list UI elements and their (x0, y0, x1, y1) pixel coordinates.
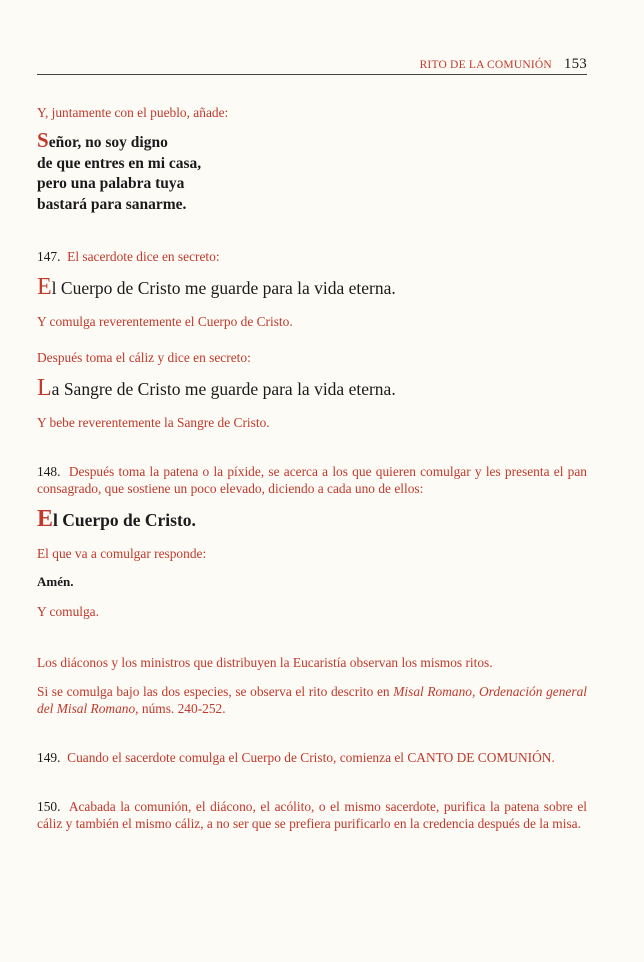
text-sangre-guarde: La Sangre de Cristo me guarde para la vida eterna. (37, 375, 396, 401)
rubric-responde: El que va a comulgar responde: (37, 546, 207, 561)
header-rule (37, 74, 587, 75)
section-number: 147. (37, 249, 61, 264)
prayer-line-2: de que entres en mi casa, (37, 154, 202, 172)
text-cuerpo-guarde: El Cuerpo de Cristo me guarde para la vida eterna. (37, 274, 396, 300)
prayer-line-4: bastará para sanarme. (37, 195, 187, 213)
section-number: 148. (37, 464, 61, 479)
running-header (37, 56, 587, 73)
dropcap: L (37, 375, 52, 401)
prayer-senor (37, 130, 587, 215)
rubric-comulga-cuerpo: Y comulga reverentemente el Cuerpo de Cristo. (37, 314, 293, 329)
dropcap: E (37, 506, 54, 532)
section-number: 150. (37, 799, 61, 814)
dropcap: E (37, 274, 52, 300)
prayer-line-1: Señor, no soy digno (37, 128, 168, 152)
section-148: 148. Después toma la patena o la píxide, se acerca a los que quieren comulgar y les presenta el pan consagrado, que sostiene un poco elevado, diciendo a cada uno de ellos: (37, 464, 587, 496)
prayer-line-3: pero una palabra tuya (37, 175, 185, 192)
page-number: 153 (563, 56, 587, 72)
rubric-diaconos: Los diáconos y los ministros que distribuyen la Eucaristía observan los mismos ritos. (37, 655, 493, 670)
rubric-comulga: Y comulga. (37, 604, 99, 619)
section-149: 149. Cuando el sacerdote comulga el Cuerpo de Cristo, comienza el CANTO DE COMUNIÓN. (37, 750, 555, 765)
section-150: 150. Acabada la comunión, el diácono, el acólito, o el mismo sacerdote, purifica la patena sobre el cáliz y también el mismo cáliz, a no ser que se prefiera purificarlo en la credencia después de la misa. (37, 799, 587, 831)
page-content (37, 100, 587, 832)
dropcap: S (37, 128, 49, 152)
rubric-bebe: Y bebe reverentemente la Sangre de Cristo. (37, 415, 270, 430)
text-el-cuerpo: El Cuerpo de Cristo. (37, 506, 196, 532)
rubric-anade: Y, juntamente con el pueblo, añade: (37, 105, 229, 120)
text-amen: Amén. (37, 574, 74, 589)
section-number: 149. (37, 750, 61, 765)
rubric-especies: Si se comulga bajo las dos especies, se observa el rito descrito en Misal Romano, Ordenación general del Misal Romano, núms. 240-252. (37, 684, 587, 716)
header-title: RITO DE LA COMUNIÓN (419, 59, 552, 71)
rubric-caliz: Después toma el cáliz y dice en secreto: (37, 350, 251, 365)
section-147: 147. El sacerdote dice en secreto: (37, 249, 220, 264)
